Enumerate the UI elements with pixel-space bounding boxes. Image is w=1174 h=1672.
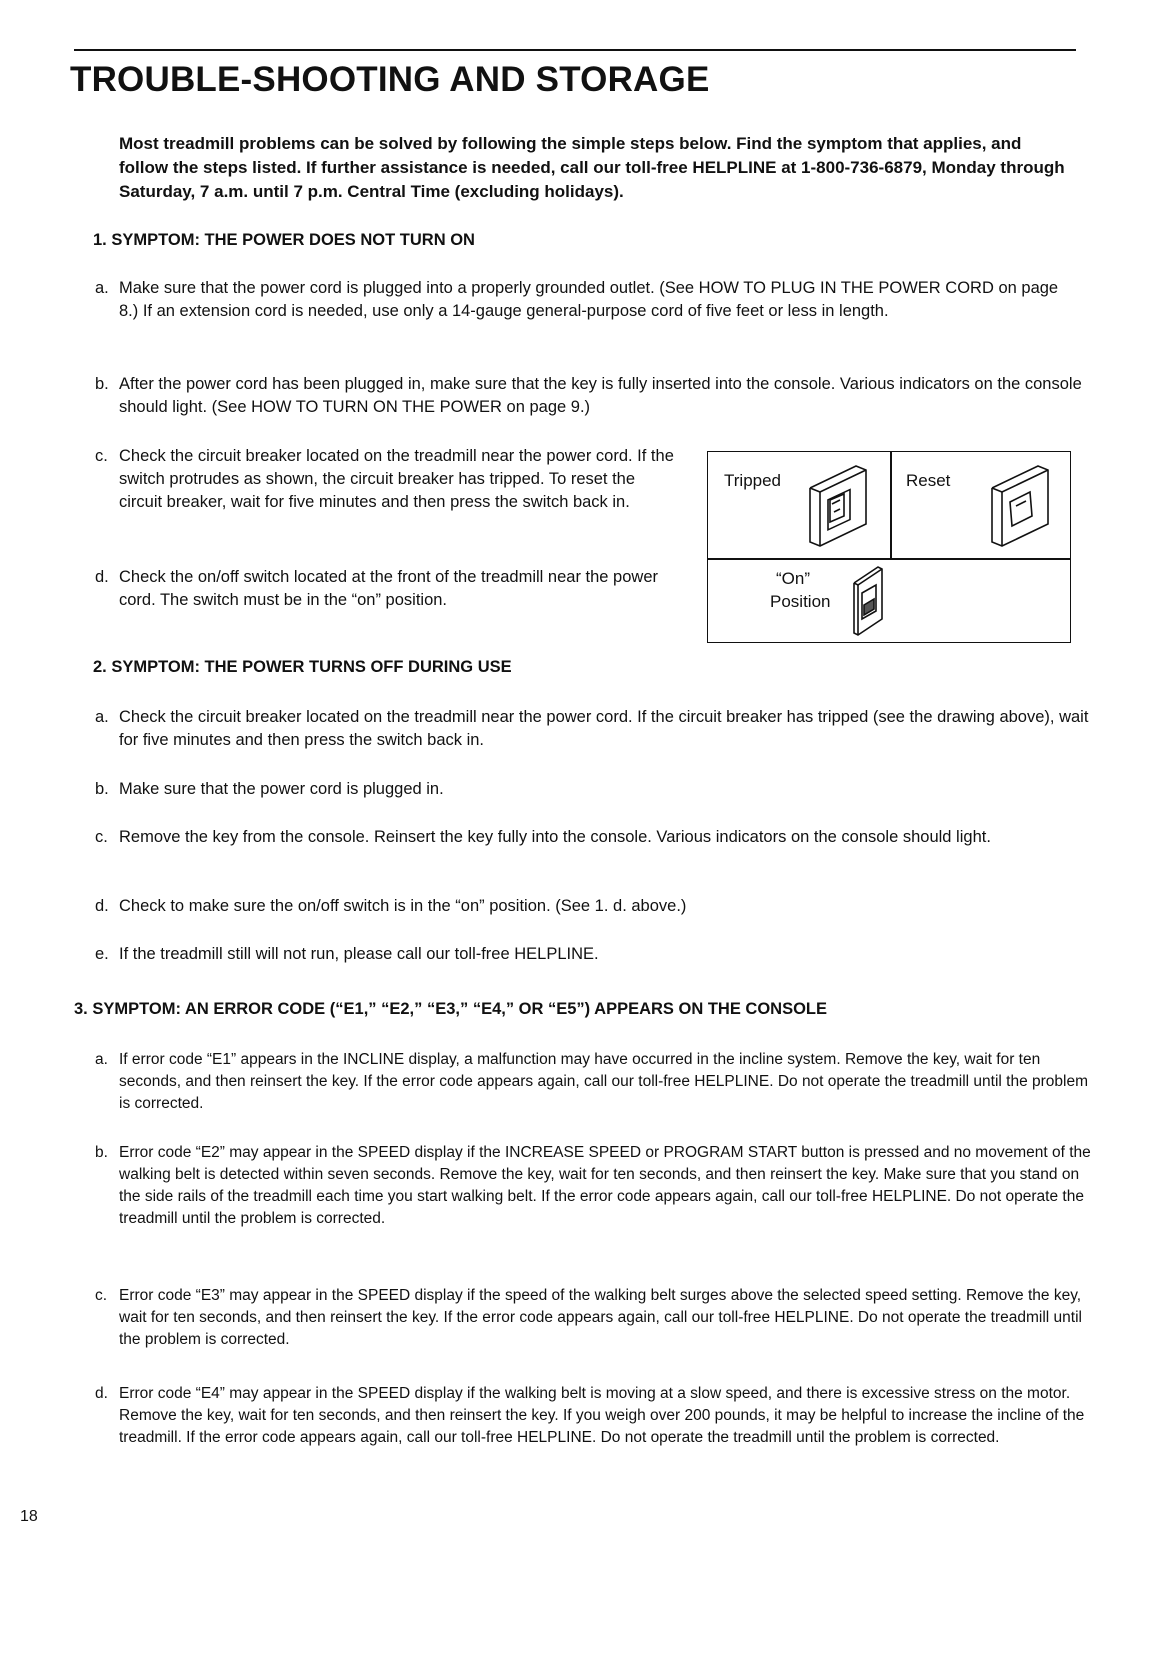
item-text: Error code “E4” may appear in the SPEED display if the walking belt is moving at a slow speed, and there is excessive stress on the motor. Remove the key, wait for ten seconds, and then reinsert the key. If you weigh over 200 pounds, it may be helpful to increase the incline of the treadmill. If the error code appears again, call our toll-free HELPLINE. Do not operate the treadmill until the problem is corrected. (119, 1385, 1085, 1446)
item-text: If the treadmill still will not run, please call our toll-free HELPLINE. (119, 945, 599, 963)
item-text: Remove the key from the console. Reinsert the key fully into the console. Various indicators on the console should light. (119, 828, 991, 846)
position-label: Position (770, 592, 831, 611)
top-rule (74, 49, 1076, 51)
section-2-item-a (95, 706, 1094, 752)
item-text: Check to make sure the on/off switch is in the “on” position. (See 1. d. above.) (119, 897, 687, 915)
on-label: “On” (776, 569, 810, 588)
section-2-item-c (95, 826, 1094, 849)
section-3-heading: 3. SYMPTOM: AN ERROR CODE (“E1,” “E2,” “E3,” “E4,” OR “E5”) APPEARS ON THE CONSOLE (74, 1000, 828, 1018)
section-3-item-b (95, 1142, 1099, 1230)
switch-illustration (707, 451, 1071, 643)
page-title: TROUBLE-SHOOTING AND STORAGE (70, 60, 710, 99)
item-label: d. (95, 568, 109, 586)
figure-divider-horizontal (708, 558, 1070, 560)
section-2-item-e (95, 943, 1094, 966)
item-label: b. (95, 780, 109, 798)
item-text: Error code “E3” may appear in the SPEED display if the speed of the walking belt surges above the selected speed setting. Remove the key, wait for ten seconds, and then reinsert the key. If the error code appears again, call our toll-free HELPLINE. Do not operate the treadmill until the problem is corrected. (119, 1287, 1082, 1348)
item-text: Check the circuit breaker located on the treadmill near the power cord. If the circuit breaker has tripped (see the drawing above), wait for five minutes and then press the switch back in. (119, 708, 1089, 749)
item-text: After the power cord has been plugged in, make sure that the key is fully inserted into the console. Various indicators on the console should light. (See HOW TO TURN ON THE POWER on page 9.) (119, 375, 1082, 416)
section-2-heading: 2. SYMPTOM: THE POWER TURNS OFF DURING USE (93, 658, 512, 676)
item-text: Make sure that the power cord is plugged in. (119, 780, 444, 798)
figure-divider-vertical (890, 452, 892, 558)
section-3-item-d (95, 1383, 1099, 1449)
item-text: If error code “E1” appears in the INCLINE display, a malfunction may have occurred in the incline system. Remove the key, wait for ten seconds, and then reinsert the key. If the error code appears again, call our toll-free HELPLINE. Do not operate the treadmill until the problem is corrected. (119, 1051, 1088, 1112)
section-1-heading: 1. SYMPTOM: THE POWER DOES NOT TURN ON (93, 231, 475, 249)
reset-label: Reset (906, 471, 951, 490)
section-1-item-c (95, 445, 679, 514)
page-number: 18 (20, 1508, 38, 1525)
item-label: b. (95, 375, 109, 393)
item-label: a. (95, 708, 109, 726)
item-text: Check the on/off switch located at the front of the treadmill near the power cord. The switch must be in the “on” position. (119, 568, 658, 609)
item-label: d. (95, 897, 109, 915)
item-label: a. (95, 279, 109, 297)
section-2-item-b (95, 778, 1094, 801)
intro-paragraph: Most treadmill problems can be solved by following the simple steps below. Find the symptom that applies, and follow the steps listed. If further assistance is needed, call our toll-free HELPLINE at 1-800-736-6879, Monday through Saturday, 7 a.m. until 7 p.m. Central Time (excluding holidays). (119, 134, 1065, 201)
section-3-item-c (95, 1285, 1099, 1351)
section-3-item-a (95, 1049, 1099, 1115)
item-label: c. (95, 828, 108, 846)
section-1-item-d (95, 566, 679, 612)
item-label: b. (95, 1144, 108, 1161)
item-label: e. (95, 945, 109, 963)
section-1-item-b (95, 373, 1094, 419)
tripped-label: Tripped (724, 471, 782, 490)
tripped-breaker-icon (804, 460, 874, 552)
item-label: a. (95, 1051, 108, 1068)
item-text: Make sure that the power cord is plugged into a properly grounded outlet. (See HOW TO PLUG IN THE POWER CORD on page 8.) If an extension cord is needed, use only a 14-gauge general-purpose cord of five feet or less in length. (119, 279, 1059, 320)
item-label: d. (95, 1385, 108, 1402)
item-label: c. (95, 447, 108, 465)
item-text: Error code “E2” may appear in the SPEED display if the INCREASE SPEED or PROGRAM START button is pressed and no movement of the walking belt is detected within seven seconds. Remove the key, wait for ten seconds, and then reinsert the key. Make sure that you stand on the side rails of the treadmill each time you start walking belt. If the error code appears again, call our toll-free HELPLINE. Do not operate the treadmill until the problem is corrected. (119, 1144, 1091, 1227)
item-text: Check the circuit breaker located on the treadmill near the power cord. If the switch protrudes as shown, the circuit breaker has tripped. To reset the circuit breaker, wait for five minutes and then press the switch back in. (119, 447, 674, 511)
section-2-item-d (95, 895, 1094, 918)
item-label: c. (95, 1287, 108, 1304)
section-1-item-a (95, 277, 1079, 323)
on-off-switch-icon (848, 561, 888, 639)
reset-breaker-icon (986, 460, 1056, 552)
